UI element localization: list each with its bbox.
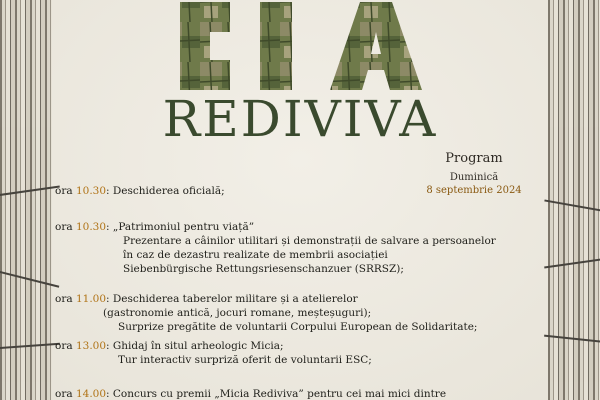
schedule-item xyxy=(55,387,446,400)
schedule-line: Surprize pregătite de voluntarii Corpului European de Solidaritate; xyxy=(118,321,478,333)
schedule-line xyxy=(55,339,372,353)
border-crack xyxy=(0,186,60,197)
border-crack xyxy=(544,258,600,269)
border-crack xyxy=(0,270,59,287)
time-value: 14.00 xyxy=(75,388,107,400)
item-text: : „Patrimoniul pentru viață” xyxy=(106,221,255,233)
schedule-line: Prezentare a câinilor utilitari și demonstrații de salvare a persoanelor xyxy=(123,235,496,247)
border-crack xyxy=(0,343,60,349)
schedule-item xyxy=(55,292,477,334)
time-value: 11.00 xyxy=(75,293,107,305)
left-bark-border xyxy=(0,0,52,400)
schedule-item xyxy=(55,220,496,276)
item-text: : Ghidaj în situl arheologic Micia; xyxy=(106,340,284,352)
schedule-line: (gastronomie antică, jocuri romane, meșteșuguri); xyxy=(103,307,372,319)
time-value: 10.30 xyxy=(75,221,107,233)
time-value: 10.30 xyxy=(75,185,107,197)
schedule-line: Tur interactiv surpriză oferit de voluntarii ESC; xyxy=(118,354,372,366)
program-date: 8 septembrie 2024 xyxy=(426,185,522,196)
letter-c-shape xyxy=(180,2,230,90)
item-text: : Concurs cu premii „Micia Rediviva” pentru cei mai mici dintre xyxy=(106,388,447,400)
time-prefix: ora xyxy=(55,221,76,233)
schedule-line xyxy=(55,220,496,234)
program-label: Program xyxy=(445,151,503,166)
time-prefix: ora xyxy=(55,388,76,400)
item-text: : Deschiderea oficială; xyxy=(106,185,225,197)
border-crack xyxy=(544,199,600,212)
time-value: 13.00 xyxy=(75,340,107,352)
letter-i-shape xyxy=(260,2,292,90)
schedule-line xyxy=(55,387,446,400)
border-crack xyxy=(544,335,600,344)
schedule-line xyxy=(55,184,225,198)
program-info xyxy=(414,151,534,196)
time-prefix: ora xyxy=(55,293,76,305)
program-day: Duminică xyxy=(449,172,499,183)
right-bark-border xyxy=(548,0,600,400)
micia-logo-letters xyxy=(160,0,440,92)
schedule-line: în caz de dezastru realizate de membrii asociației xyxy=(123,249,388,261)
schedule-line: Siebenbürgische Rettungsriesenschanzuer (SRRSZ); xyxy=(123,263,404,275)
time-prefix: ora xyxy=(55,340,76,352)
schedule-line xyxy=(55,292,477,306)
poster-title: REDIVIVA xyxy=(162,90,438,148)
schedule-item xyxy=(55,184,225,198)
letter-a-shape xyxy=(330,2,422,90)
item-text: : Deschiderea taberelor militare și a atelierelor xyxy=(106,293,358,305)
logo-svg xyxy=(160,0,440,92)
schedule-item xyxy=(55,339,372,367)
time-prefix: ora xyxy=(55,185,76,197)
